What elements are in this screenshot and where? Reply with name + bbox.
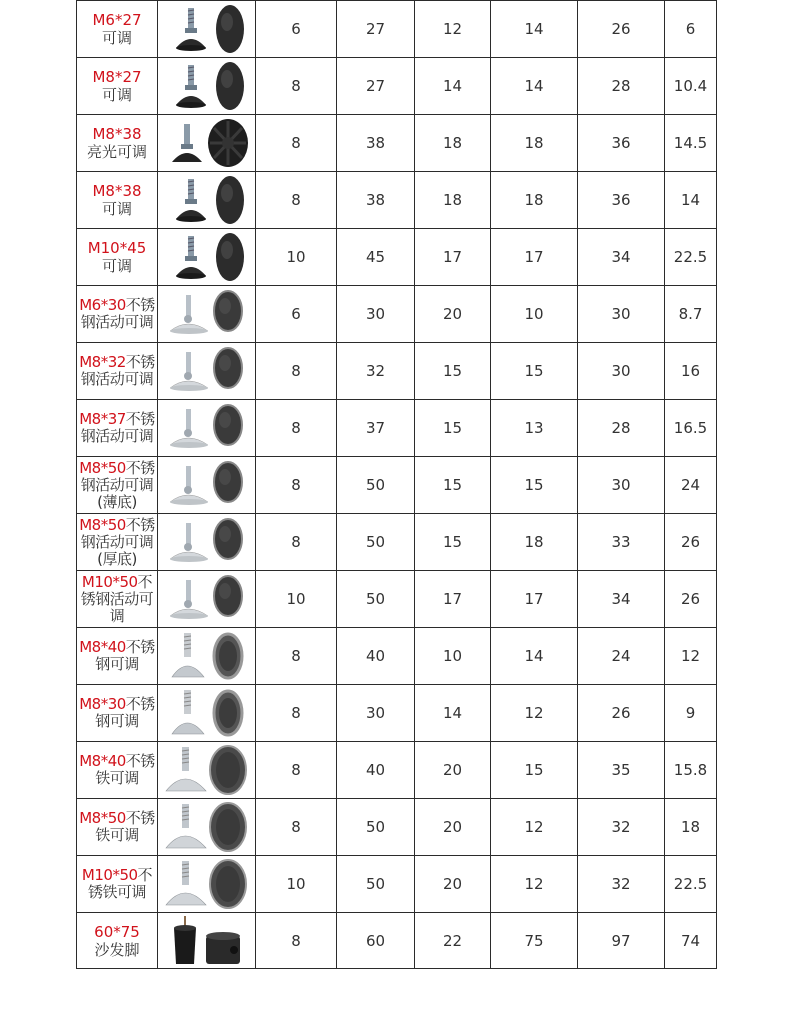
- table-row: [77, 115, 717, 172]
- spec-value-cell: 8: [256, 172, 337, 229]
- spec-value-cell: 32: [578, 856, 665, 913]
- product-image-cell: [158, 742, 256, 799]
- table-row: [77, 343, 717, 400]
- model-code: M10*50: [81, 572, 138, 591]
- model-code: M8*38: [92, 182, 142, 200]
- spec-value-cell: 50: [337, 856, 415, 913]
- spec-value-cell: 10: [256, 229, 337, 286]
- table-row: [77, 1, 717, 58]
- spec-value-cell: 15: [415, 514, 491, 571]
- spec-value-cell: 20: [415, 286, 491, 343]
- product-image-cell: [158, 913, 256, 969]
- spec-value-cell: 74: [665, 913, 717, 969]
- product-image-cell: [158, 628, 256, 685]
- spec-value-cell: 13: [491, 400, 578, 457]
- model-code: M8*38: [92, 125, 142, 143]
- product-image-cell: [158, 343, 256, 400]
- spec-value-cell: 32: [337, 343, 415, 400]
- model-code: M6*30: [79, 296, 126, 314]
- model-description: 可调: [101, 86, 132, 104]
- black-plastic-leveler-icon: [158, 230, 255, 284]
- spec-value-cell: 75: [491, 913, 578, 969]
- spec-value-cell: 30: [337, 685, 415, 742]
- spec-value-cell: 22: [415, 913, 491, 969]
- model-cell: [77, 913, 158, 969]
- model-cell: [77, 400, 158, 457]
- spec-value-cell: 18: [491, 172, 578, 229]
- spec-value-cell: 10: [256, 856, 337, 913]
- model-code: M8*30: [79, 695, 126, 713]
- spec-value-cell: 17: [415, 571, 491, 628]
- product-image-cell: [158, 514, 256, 571]
- spec-value-cell: 14: [491, 628, 578, 685]
- sofa-foot-icon: [158, 914, 255, 968]
- model-description: 不锈钢可调: [95, 695, 155, 730]
- table-row: [77, 799, 717, 856]
- spec-value-cell: 10: [491, 286, 578, 343]
- model-cell: [77, 856, 158, 913]
- spec-value-cell: 12: [491, 856, 578, 913]
- model-code: M8*27: [92, 68, 142, 86]
- spec-value-cell: 9: [665, 685, 717, 742]
- model-description: 沙发脚: [94, 940, 140, 959]
- product-image-cell: [158, 286, 256, 343]
- steel-fixed-leveler-icon: [158, 629, 255, 683]
- spec-value-cell: 38: [337, 172, 415, 229]
- spec-value-cell: 12: [415, 1, 491, 58]
- model-description: 不锈铁可调: [95, 752, 155, 787]
- table-row: [77, 685, 717, 742]
- spec-value-cell: 50: [337, 571, 415, 628]
- spec-value-cell: 45: [337, 229, 415, 286]
- spec-value-cell: 26: [665, 571, 717, 628]
- black-plastic-leveler-icon: [158, 59, 255, 113]
- model-description: 不锈钢活动可调: [80, 353, 155, 388]
- spec-value-cell: 20: [415, 856, 491, 913]
- steel-swivel-leveler-icon: [158, 572, 255, 626]
- spec-value-cell: 14: [491, 1, 578, 58]
- steel-swivel-leveler-icon: [158, 401, 255, 455]
- spec-value-cell: 50: [337, 457, 415, 514]
- model-description: 不锈钢活动可调: [80, 410, 155, 445]
- spec-value-cell: 15: [415, 343, 491, 400]
- spec-value-cell: 18: [415, 115, 491, 172]
- spec-value-cell: 18: [491, 115, 578, 172]
- model-code: M8*32: [79, 353, 126, 371]
- steel-swivel-leveler-icon: [158, 287, 255, 341]
- spec-value-cell: 14: [415, 685, 491, 742]
- model-code: M8*50: [79, 515, 126, 534]
- spec-value-cell: 27: [337, 1, 415, 58]
- spec-value-cell: 37: [337, 400, 415, 457]
- model-description: 可调: [101, 29, 132, 47]
- table-row: [77, 742, 717, 799]
- black-plastic-leveler-icon: [158, 173, 255, 227]
- spec-value-cell: 50: [337, 799, 415, 856]
- model-code: M6*27: [92, 11, 142, 29]
- product-image-cell: [158, 172, 256, 229]
- model-code: M8*40: [79, 638, 126, 656]
- spec-value-cell: 97: [578, 913, 665, 969]
- spec-value-cell: 8: [256, 457, 337, 514]
- spec-value-cell: 10: [415, 628, 491, 685]
- spec-table: [76, 0, 717, 969]
- spec-value-cell: 36: [578, 115, 665, 172]
- spec-value-cell: 10: [256, 571, 337, 628]
- product-image-cell: [158, 58, 256, 115]
- table-row: [77, 856, 717, 913]
- table-row: [77, 514, 717, 571]
- product-image-cell: [158, 571, 256, 628]
- spec-value-cell: 8: [256, 628, 337, 685]
- spec-value-cell: 15: [491, 742, 578, 799]
- spec-value-cell: 6: [256, 286, 337, 343]
- spec-value-cell: 14: [665, 172, 717, 229]
- spec-value-cell: 15: [491, 457, 578, 514]
- model-description: 亮光可调: [86, 143, 147, 161]
- table-row: [77, 229, 717, 286]
- spec-value-cell: 30: [578, 343, 665, 400]
- spec-value-cell: 20: [415, 799, 491, 856]
- spec-value-cell: 28: [578, 58, 665, 115]
- product-image-cell: [158, 685, 256, 742]
- spec-value-cell: 50: [337, 514, 415, 571]
- steel-swivel-leveler-icon: [158, 344, 255, 398]
- steel-fixed-leveler-icon: [158, 686, 255, 740]
- steel-swivel-leveler-icon: [158, 515, 255, 569]
- table-row: [77, 400, 717, 457]
- spec-value-cell: 8.7: [665, 286, 717, 343]
- model-code: M8*50: [79, 458, 126, 477]
- product-image-cell: [158, 229, 256, 286]
- spec-value-cell: 12: [665, 628, 717, 685]
- spec-value-cell: 34: [578, 229, 665, 286]
- model-description: 不锈钢活动可调: [80, 572, 154, 625]
- black-plastic-leveler-icon: [158, 2, 255, 56]
- spec-value-cell: 24: [578, 628, 665, 685]
- spec-value-cell: 22.5: [665, 856, 717, 913]
- model-cell: [77, 172, 158, 229]
- table-row: [77, 628, 717, 685]
- spec-value-cell: 10.4: [665, 58, 717, 115]
- spec-value-cell: 36: [578, 172, 665, 229]
- spec-value-cell: 8: [256, 742, 337, 799]
- model-cell: [77, 286, 158, 343]
- spec-value-cell: 12: [491, 685, 578, 742]
- spec-value-cell: 28: [578, 400, 665, 457]
- black-glossy-leveler-icon: [158, 116, 255, 170]
- model-code: M8*40: [79, 752, 126, 770]
- model-cell: [77, 229, 158, 286]
- spec-value-cell: 26: [578, 1, 665, 58]
- spec-value-cell: 18: [415, 172, 491, 229]
- table-row: [77, 58, 717, 115]
- spec-value-cell: 17: [491, 571, 578, 628]
- spec-value-cell: 6: [256, 1, 337, 58]
- model-description: 不锈钢活动可调(薄底): [80, 458, 155, 511]
- spec-value-cell: 15: [415, 400, 491, 457]
- spec-value-cell: 14: [491, 58, 578, 115]
- spec-value-cell: 60: [337, 913, 415, 969]
- product-image-cell: [158, 457, 256, 514]
- spec-value-cell: 32: [578, 799, 665, 856]
- model-code: M8*50: [79, 809, 126, 827]
- spec-value-cell: 30: [337, 286, 415, 343]
- spec-value-cell: 8: [256, 913, 337, 969]
- product-image-cell: [158, 856, 256, 913]
- spec-value-cell: 8: [256, 799, 337, 856]
- model-description: 不锈钢可调: [95, 638, 155, 673]
- table-row: [77, 457, 717, 514]
- spec-value-cell: 33: [578, 514, 665, 571]
- spec-value-cell: 8: [256, 343, 337, 400]
- model-cell: [77, 685, 158, 742]
- iron-fixed-leveler-icon: [158, 857, 255, 911]
- model-description: 不锈铁可调: [87, 866, 153, 901]
- spec-value-cell: 17: [415, 229, 491, 286]
- spec-value-cell: 15.8: [665, 742, 717, 799]
- spec-value-cell: 26: [665, 514, 717, 571]
- model-cell: [77, 1, 158, 58]
- spec-value-cell: 16.5: [665, 400, 717, 457]
- spec-value-cell: 17: [491, 229, 578, 286]
- table-row: [77, 571, 717, 628]
- spec-value-cell: 8: [256, 400, 337, 457]
- model-cell: [77, 514, 158, 571]
- product-image-cell: [158, 115, 256, 172]
- model-description: 可调: [101, 257, 132, 275]
- product-image-cell: [158, 799, 256, 856]
- steel-swivel-leveler-icon: [158, 458, 255, 512]
- spec-value-cell: 8: [256, 514, 337, 571]
- spec-value-cell: 18: [491, 514, 578, 571]
- model-code: M10*50: [81, 866, 138, 884]
- spec-value-cell: 40: [337, 628, 415, 685]
- product-image-cell: [158, 400, 256, 457]
- spec-value-cell: 30: [578, 457, 665, 514]
- model-description: 可调: [101, 200, 132, 218]
- model-code: M8*37: [79, 410, 126, 428]
- model-cell: [77, 799, 158, 856]
- spec-value-cell: 14: [415, 58, 491, 115]
- product-image-cell: [158, 1, 256, 58]
- spec-table-body: [77, 1, 717, 969]
- model-cell: [77, 571, 158, 628]
- spec-value-cell: 34: [578, 571, 665, 628]
- model-description: 不锈铁可调: [95, 809, 155, 844]
- model-cell: [77, 742, 158, 799]
- spec-value-cell: 6: [665, 1, 717, 58]
- model-cell: [77, 628, 158, 685]
- model-cell: [77, 58, 158, 115]
- model-cell: [77, 115, 158, 172]
- spec-value-cell: 8: [256, 115, 337, 172]
- table-row: [77, 913, 717, 969]
- spec-value-cell: 22.5: [665, 229, 717, 286]
- model-cell: [77, 343, 158, 400]
- spec-value-cell: 20: [415, 742, 491, 799]
- spec-value-cell: 12: [491, 799, 578, 856]
- table-row: [77, 286, 717, 343]
- model-code: 60*75: [94, 922, 140, 941]
- spec-value-cell: 24: [665, 457, 717, 514]
- spec-value-cell: 27: [337, 58, 415, 115]
- iron-fixed-leveler-icon: [158, 800, 255, 854]
- table-row: [77, 172, 717, 229]
- model-description: 不锈钢活动可调: [80, 296, 155, 331]
- model-code: M10*45: [87, 239, 147, 257]
- model-cell: [77, 457, 158, 514]
- spec-value-cell: 30: [578, 286, 665, 343]
- spec-value-cell: 38: [337, 115, 415, 172]
- spec-value-cell: 35: [578, 742, 665, 799]
- spec-value-cell: 8: [256, 58, 337, 115]
- spec-value-cell: 14.5: [665, 115, 717, 172]
- spec-value-cell: 15: [415, 457, 491, 514]
- spec-value-cell: 8: [256, 685, 337, 742]
- spec-value-cell: 26: [578, 685, 665, 742]
- spec-value-cell: 40: [337, 742, 415, 799]
- spec-value-cell: 18: [665, 799, 717, 856]
- spec-value-cell: 15: [491, 343, 578, 400]
- spec-value-cell: 16: [665, 343, 717, 400]
- iron-fixed-leveler-icon: [158, 743, 255, 797]
- model-description: 不锈钢活动可调(厚底): [80, 515, 155, 568]
